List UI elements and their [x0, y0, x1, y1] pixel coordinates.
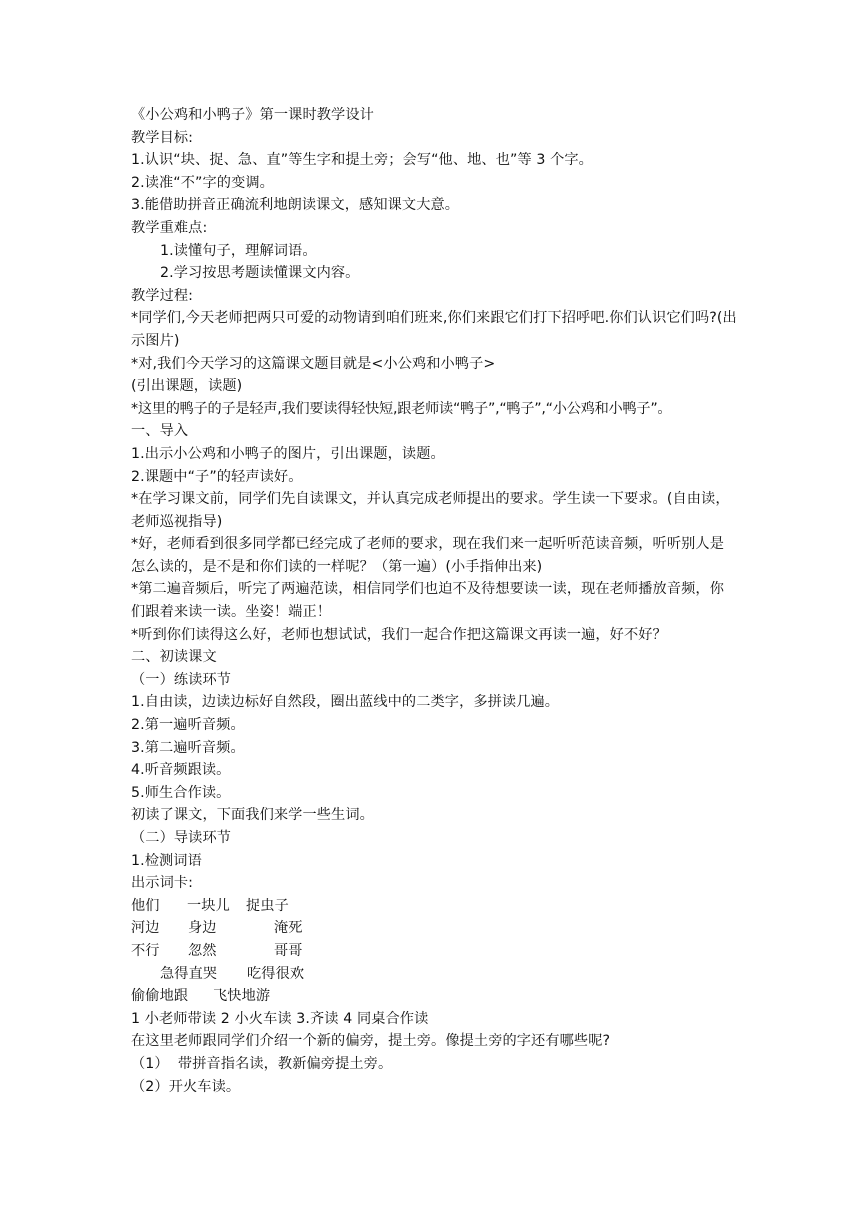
objective-item: 1.认识“块、捉、急、直”等生字和提土旁；会写“他、地、也”等 3 个字。 [131, 152, 593, 169]
word-card: 偷偷地跟 [131, 988, 189, 1005]
word-card: 哥哥 [274, 942, 303, 959]
sub1-item: 3.第二遍听音频。 [131, 739, 245, 756]
word-card: 飞快地游 [213, 988, 271, 1005]
sub2-heading: （二）导读环节 [131, 830, 232, 846]
section1-paragraph: *在学习课文前，同学们先自读课文，并认真完成老师提出的要求。学生读一下要求。(自由读，老师巡视指导) [131, 491, 730, 530]
transition-text: 初读了课文，下面我们来学一些生词。 [131, 807, 374, 824]
word-card: 吃得很欢 [247, 965, 305, 982]
check-words-heading: 1.检测词语 [131, 852, 202, 869]
read-methods: 1 小老师带读 2 小火车读 3.齐读 4 同桌合作读 [131, 1010, 429, 1027]
objectives-heading: 教学目标: [131, 129, 194, 146]
radical-step: （2）开火车读。 [131, 1078, 241, 1095]
section1-item: 1.出示小公鸡和小鸭子的图片，引出课题，读题。 [131, 445, 445, 462]
word-card: 身边 [188, 920, 217, 937]
word-card: 河边 [131, 920, 160, 937]
section1-heading: 一、导入 [131, 423, 189, 440]
section1-item: 2.课题中“子”的轻声读好。 [131, 468, 303, 485]
section1-paragraph: *听到你们读得这么好，老师也想试试，我们一起合作把这篇课文再读一遍，好不好？ [131, 626, 667, 643]
document-title: 《小公鸡和小鸭子》第一课时教学设计 [131, 107, 374, 123]
sub1-heading: （一）练读环节 [131, 671, 232, 688]
objective-item: 3.能借助拼音正确流利地朗读课文，感知课文大意。 [131, 197, 460, 214]
radical-step: （1） 带拼音指名读，教新偏旁提土旁。 [131, 1055, 393, 1072]
word-cards-label: 出示词卡: [131, 875, 194, 892]
sub1-item: 4.听音频跟读。 [131, 762, 231, 779]
document-body [131, 104, 737, 1098]
intro-paragraph: *同学们,今天老师把两只可爱的动物请到咱们班来,你们来跟它们打下招呼吧.你们认识它们吗?(出示图片) [131, 310, 737, 349]
word-card: 不行 [131, 942, 160, 959]
keypoints-heading: 教学重难点: [131, 219, 208, 236]
process-heading: 教学过程: [131, 287, 194, 304]
word-card: 急得直哭 [160, 965, 218, 982]
sub1-item: 2.第一遍听音频。 [131, 717, 245, 734]
word-card: 捉虫子 [246, 897, 289, 914]
word-card: 一块儿 [187, 897, 230, 914]
word-row [131, 940, 737, 963]
section1-paragraph: *好，老师看到很多同学都已经完成了老师的要求，现在我们来一起听听范读音频，听听别人是怎么读的，是不是和你们读的一样呢？（第一遍）(小手指伸出来) [131, 536, 724, 575]
word-card: 他们 [131, 897, 160, 914]
word-card: 淹死 [274, 920, 303, 937]
intro-paragraph: (引出课题，读题) [131, 378, 243, 395]
word-card: 忽然 [188, 942, 217, 959]
word-row [131, 963, 737, 986]
sub1-item: 5.师生合作读。 [131, 784, 231, 801]
word-row [131, 895, 737, 918]
intro-paragraph: *这里的鸭子的子是轻声,我们要读得轻快短,跟老师读“鸭子”,“鸭子”,“小公鸡和小鸭子”。 [131, 400, 672, 417]
keypoint-item: 2.学习按思考题读懂课文内容。 [160, 265, 360, 282]
intro-paragraph: *对,我们今天学习的这篇课文题目就是<小公鸡和小鸭子> [131, 355, 496, 372]
objective-item: 2.读准“不”字的变调。 [131, 174, 274, 191]
word-row [131, 985, 737, 1008]
section2-heading: 二、初读课文 [131, 649, 217, 666]
sub1-item: 1.自由读，边读边标好自然段，圈出蓝线中的二类字，多拼读几遍。 [131, 694, 560, 711]
section1-paragraph: *第二遍音频后，听完了两遍范读，相信同学们也迫不及待想要读一读，现在老师播放音频，你们跟着来读一读。坐姿！端正！ [131, 581, 724, 621]
keypoint-item: 1.读懂句子，理解词语。 [160, 242, 317, 259]
radical-intro: 在这里老师跟同学们介绍一个新的偏旁，提土旁。像提土旁的字还有哪些呢? [131, 1033, 611, 1050]
word-row [131, 917, 737, 940]
